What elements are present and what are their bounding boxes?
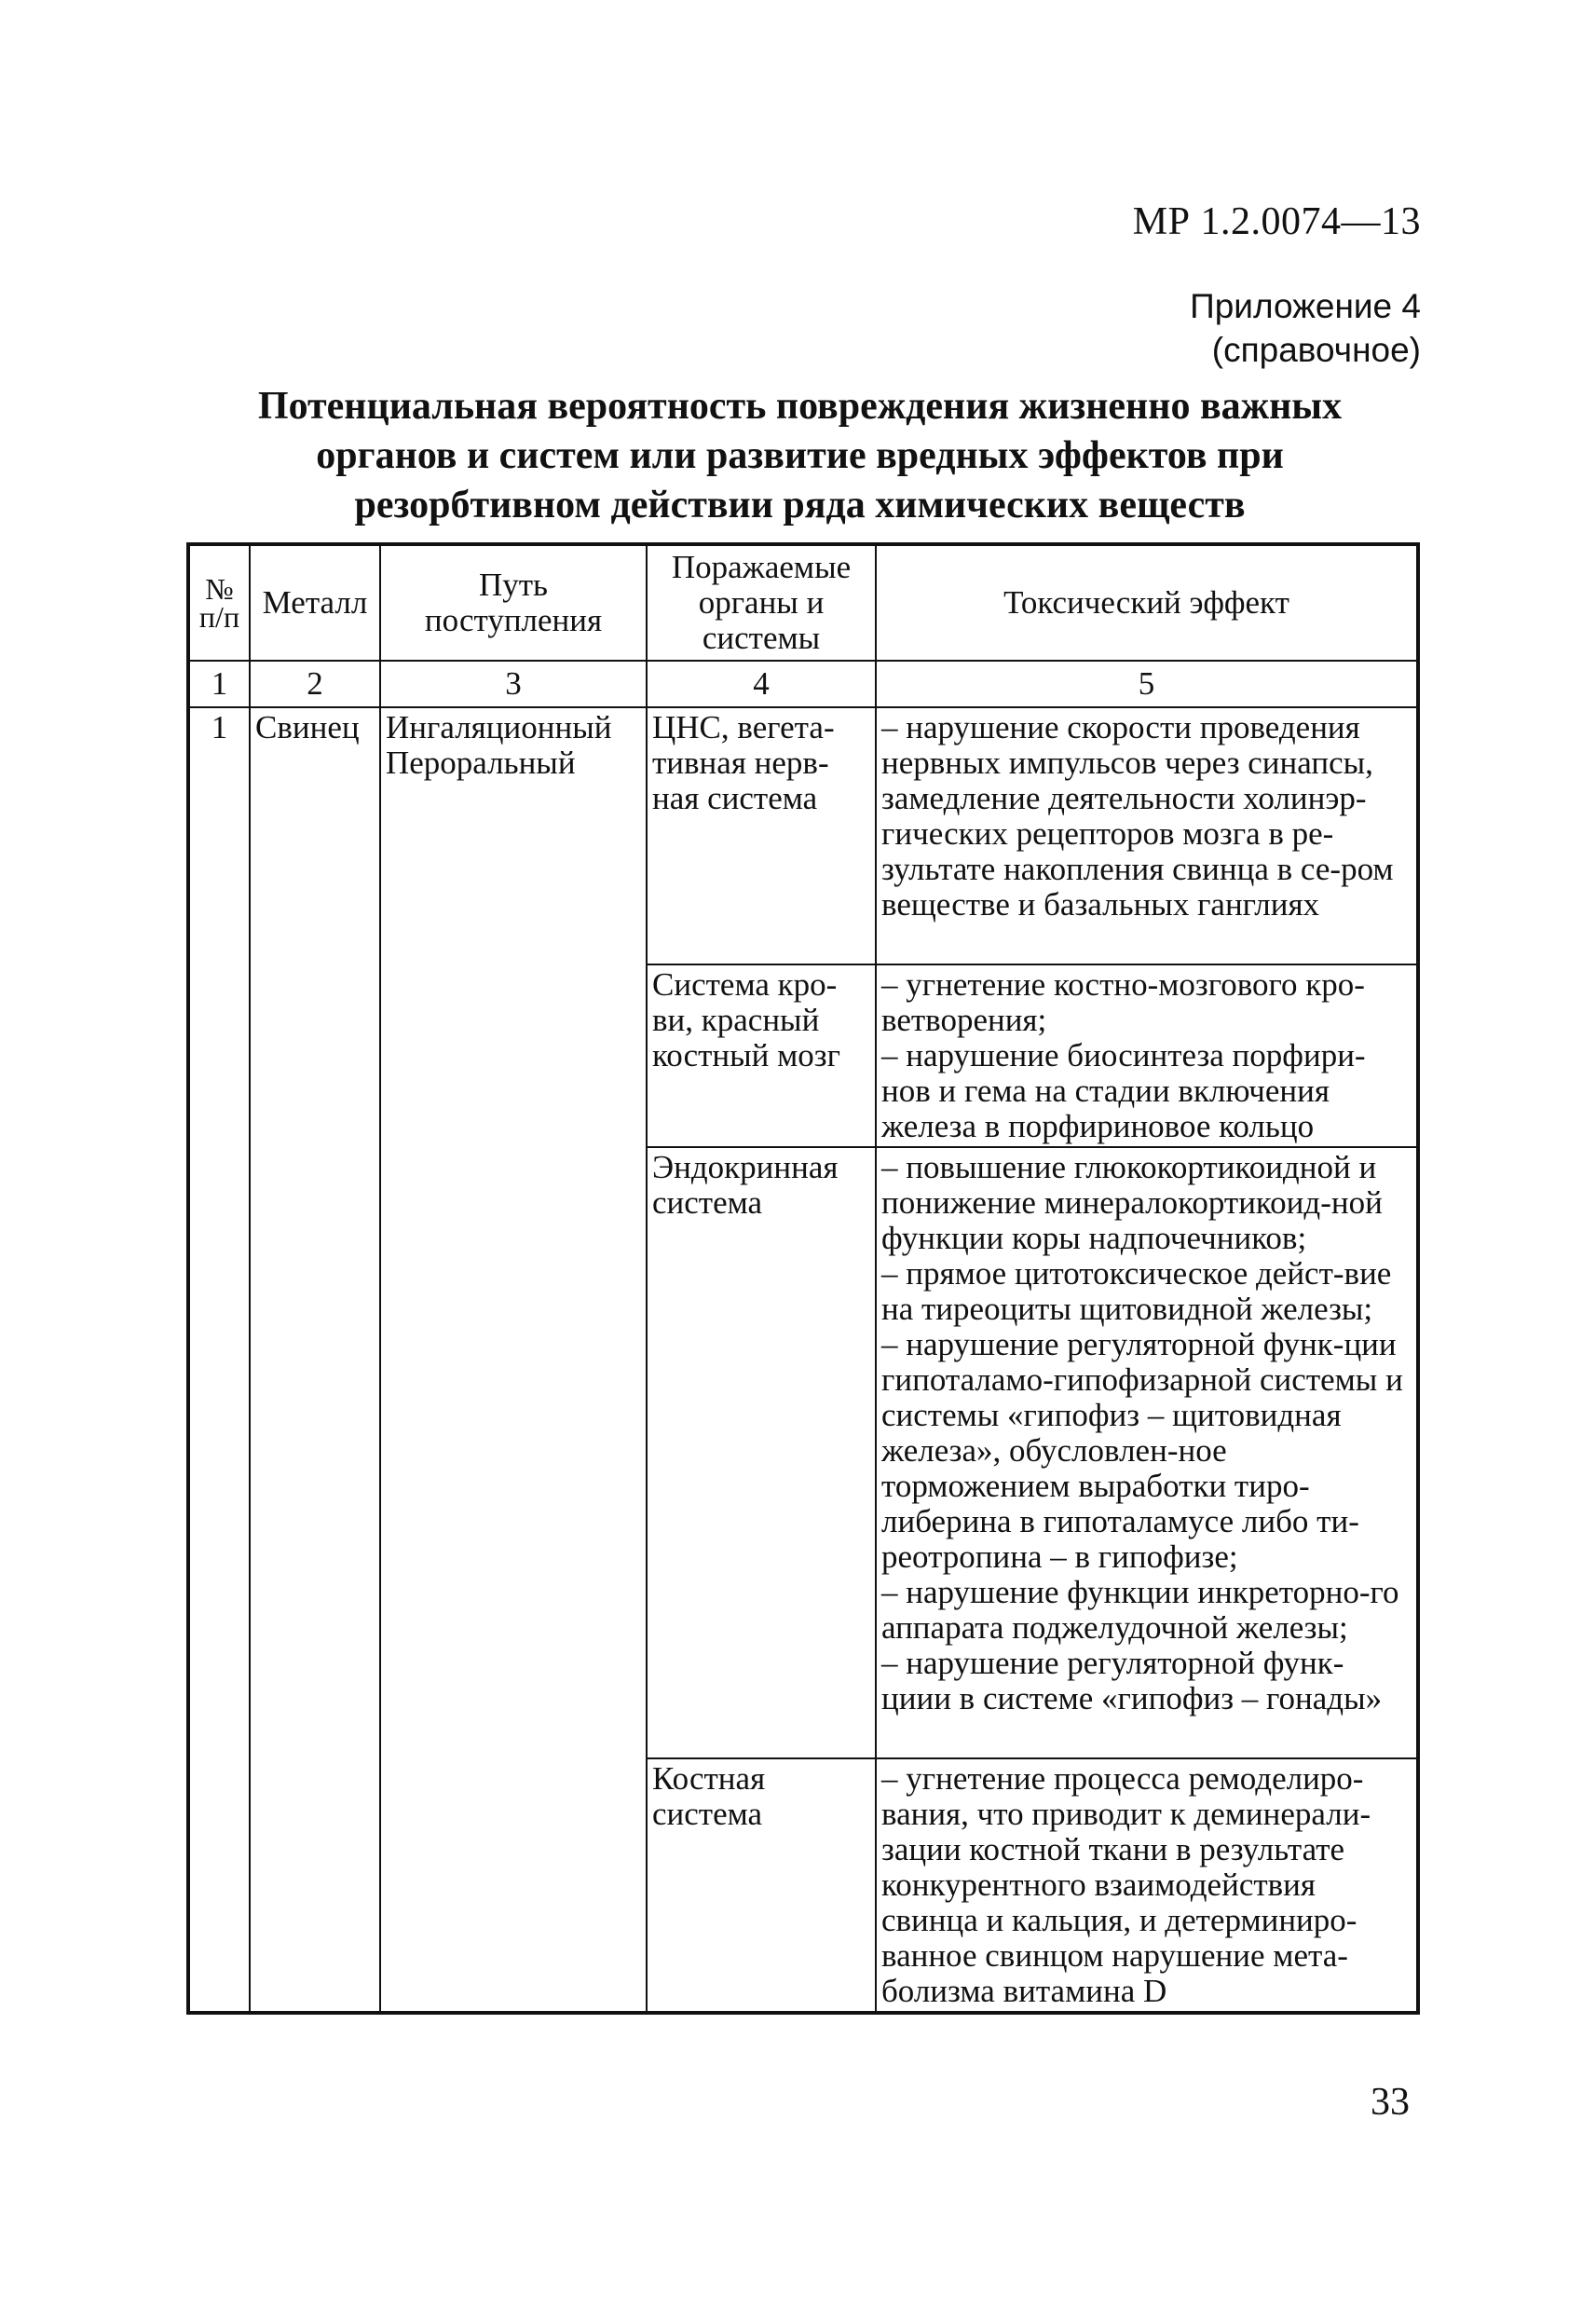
column-number-2: 2 bbox=[250, 661, 380, 707]
title-line-2: органов и систем или развитие вредных эффектов при bbox=[316, 434, 1284, 477]
appendix-type: (справочное) bbox=[1211, 331, 1421, 369]
header-effect: Токсический эффект bbox=[876, 544, 1418, 661]
header-organs bbox=[647, 544, 876, 661]
organs-cns: ЦНС, вегета-тивная нерв-ная система bbox=[647, 707, 876, 964]
appendix-label bbox=[1190, 284, 1421, 372]
table-row-cns bbox=[188, 707, 1418, 964]
effect-item: – нарушение скорости проведения нервных импульсов через синапсы, замедление деятельности холинэр-гических рецепторов мозга в ре-зультате накопления свинца в се-ром веществе и базальных ганглиях bbox=[881, 709, 1394, 923]
column-number-3: 3 bbox=[380, 661, 647, 707]
page-number: 33 bbox=[1371, 2081, 1410, 2124]
row-number: 1 bbox=[188, 707, 250, 2013]
document-code: МР 1.2.0074—13 bbox=[1132, 200, 1421, 243]
effect-item: – нарушение регуляторной функ-циии в системе «гипофиз – гонады» bbox=[881, 1645, 1383, 1716]
header-metal: Металл bbox=[250, 544, 380, 661]
column-number-4: 4 bbox=[647, 661, 876, 707]
effects-blood bbox=[876, 964, 1418, 1147]
title-line-1: Потенциальная вероятность повреждения жизненно важных bbox=[257, 385, 1343, 428]
effects-endocrine bbox=[876, 1147, 1418, 1758]
effect-item: – прямое цитотоксическое дейст-вие на тиреоциты щитовидной железы; bbox=[881, 1255, 1392, 1327]
organs-blood: Система кро-ви, красный костный мозг bbox=[647, 964, 876, 1147]
header-route bbox=[380, 544, 647, 661]
route-cell bbox=[380, 707, 647, 2013]
column-number-row bbox=[188, 661, 1418, 707]
title-line-3: резорбтивном действии ряда химических веществ bbox=[354, 484, 1246, 526]
effect-item: – повышение глюкокортикоидной и понижение минералокортикоид-ной функции коры надпочечников; bbox=[881, 1149, 1383, 1256]
header-number-line-2: п/п bbox=[198, 600, 240, 634]
column-number-1: 1 bbox=[188, 661, 250, 707]
effect-item: – угнетение процесса ремоделиро-вания, что приводит к деминерали-зации костной ткани в результате конкурентного взаимодействия свинца и кальция, и детерминиро-ванное свинцом нарушение мета-болизма витамина D bbox=[881, 1760, 1371, 2009]
organs-bone: Костная система bbox=[647, 1758, 876, 2013]
metal-name: Свинец bbox=[250, 707, 380, 2013]
header-organs-line-2: органы и bbox=[698, 584, 825, 621]
effect-item: – угнетение костно-мозгового кро-ветворения; bbox=[881, 966, 1365, 1038]
route-inhalation: Ингаляционный bbox=[386, 709, 612, 745]
effect-item: – нарушение биосинтеза порфири-нов и гема на стадии включения железа в порфириновое кольцо bbox=[881, 1037, 1366, 1144]
effects-cns bbox=[876, 707, 1418, 964]
header-number-line-1: № bbox=[205, 572, 234, 606]
effects-bone bbox=[876, 1758, 1418, 2013]
organs-endocrine: Эндокринная система bbox=[647, 1147, 876, 1758]
header-number bbox=[188, 544, 250, 661]
effect-item: – нарушение функции инкреторно-го аппарата поджелудочной железы; bbox=[881, 1574, 1399, 1646]
toxicity-table bbox=[186, 542, 1420, 2015]
header-route-line-2: поступления bbox=[424, 602, 603, 638]
header-organs-line-1: Поражаемые bbox=[671, 549, 852, 585]
effect-item: – нарушение регуляторной функ-ции гипоталамо-гипофизарной системы и системы «гипофиз – щитовидная железа», обусловлен-ное торможением выработки тиро-либерина в гипоталамусе либо ти-реотропина – в гипофизе; bbox=[881, 1326, 1403, 1575]
column-number-5: 5 bbox=[876, 661, 1418, 707]
appendix-number: Приложение 4 bbox=[1190, 287, 1421, 325]
header-route-line-1: Путь bbox=[478, 567, 549, 603]
header-organs-line-3: системы bbox=[702, 620, 821, 656]
table-header-row bbox=[188, 544, 1418, 661]
route-oral: Пероральный bbox=[386, 745, 576, 781]
page-title bbox=[186, 382, 1413, 530]
